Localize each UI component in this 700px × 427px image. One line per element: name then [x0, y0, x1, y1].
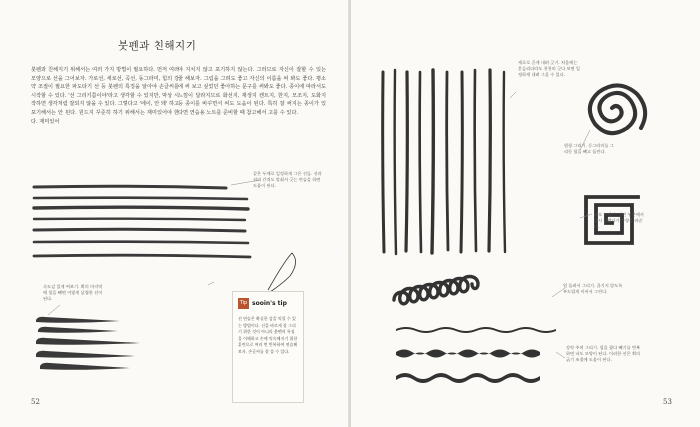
vertical-stroke: [489, 70, 490, 251]
page-number-left: 52: [31, 398, 40, 406]
wave-stroke: [396, 327, 556, 333]
vertical-stroke: [475, 70, 476, 251]
tip-title: sooin's tip: [252, 300, 287, 307]
wave-stroke: [396, 373, 540, 383]
vertical-stroke: [395, 70, 396, 254]
tip-body: 선 연습은 확실한 감을 익힐 수 있는 방법이다. 선을 바르게 잘 그리기 위한 것이 아니라 붓펜의 특징을 이해하고 손에 익숙해지기 위한 훈련으로 여러 번 반복하여 연습해보자. 손글씨를 잘 쓸 수 있다.: [238, 316, 298, 354]
note-square: 네모 그리기. 각진 부분에서 잠시 멈췄다가 방향을 바꾼다.: [594, 212, 644, 229]
note-spiral: 원형 그리기. 동그라미를 그리듯 힘을 빼고 돌린다.: [564, 143, 614, 154]
loop-drawing: [394, 277, 478, 304]
vertical-stroke: [461, 72, 462, 252]
wave-stroke: [396, 350, 540, 358]
page-number-right: 53: [663, 398, 672, 406]
body-text-column-2: 야 지치지 않고 포기하지 않는다. 그러므로 자신이 잘할 수 있는 줄 해보자. 그림을 그려도 좋고 자신의 이름을 써 봐도 좋다. 평소에 써 보고 싶었던 좋아하는 문구를 써봐도 좋다. 종이에 따라서도 느낌이 달라지므로 화선지, 재생지 켄트지, 한지, 모조지, 도화지 등 종이를 바꾸면서 써도 도움이 된다. 특히 잘 써지는 종이가 있다면 연습용 노트를 준비할 때 참고해서 고를 수 있다.: [178, 67, 326, 116]
vertical-stroke: [504, 72, 505, 252]
vertical-stroke: [383, 72, 384, 252]
note-wave: 강약 주며 그리기. 힘을 줬다 빼기를 반복하면 파도 모양이 된다. 이러한 선은 획의 굵기 조절에 도움이 된다.: [566, 345, 641, 362]
note-horizontal-lines: 같은 두께로 일정하게 그은 선들. 선과 선의 간격도 맞춰서 긋는 연습을 하면 도움이 된다.: [253, 171, 322, 188]
body-text-column-1: 붓펜과 친해지기 위해서는 여러 가지 방법이 필요하다. 먼저 여러 모양으로 선을 그어보자. 가로선, 세로선, 곡선, 동그라미, 힘의 강약 조절이 필요한 파도타기 선 등 붓펜의 특징을 알아야 손글씨를 시작할 수 있다. '선 그리기쯤이야'라고 생각할 수 있지만, 막상 시작하면 생각처럼 잘되지 않을 수 있다. 그렇다고 '에이, 안 돼' 하고 포기해서는 안 된다. 원드지 꾸준히 하기 위해서는 재미있어야 한다. 재미있어: [31, 67, 179, 125]
page-title: 붓펜과 친해지기: [118, 40, 197, 52]
note-tapered-strokes: 속도감 있게 써보기. 획의 마지막에 힘을 빼면 이렇게 날렵한 선이 된다.: [43, 284, 103, 301]
vertical-stroke: [447, 72, 448, 250]
vertical-stroke: [432, 70, 433, 253]
tip-badge: Tip: [238, 298, 249, 309]
note-loops: 원 돌려서 그리기. 끊기지 않도록 부드럽게 이어서 그린다.: [563, 283, 623, 294]
note-vertical-lines: 세로로 곧게 내려 긋기. 처음에는 흔들리더라도 천천히 긋다 보면 일정하게 내려 그을 수 있다.: [518, 60, 580, 77]
vertical-stroke: [406, 72, 407, 251]
vertical-stroke: [420, 72, 421, 252]
spiral-drawing: [590, 85, 645, 133]
